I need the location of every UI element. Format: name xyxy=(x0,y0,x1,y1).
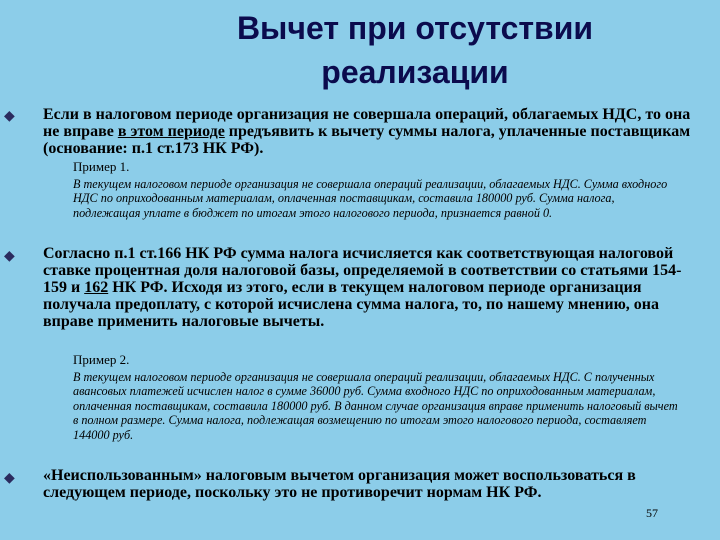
paragraph-2-text-b: НК РФ. Исходя из этого, если в текущем налоговом периоде организация получала предоплату, с которой исчислена сумма налога, то, по нашему мнению, она вправе применить налоговые вычеты. xyxy=(43,279,660,330)
title-line-1: Вычет при отсутствии xyxy=(236,10,594,46)
example-1-title: Пример 1. xyxy=(73,159,130,174)
slide-title xyxy=(180,6,650,94)
paragraph-2-underlined: 162 xyxy=(84,279,109,296)
title-line-2: реализации xyxy=(321,54,509,90)
paragraph-1-text-b: предъявить к вычету суммы налога, уплаченные поставщикам (основание: п.1 ст.173 НК РФ). xyxy=(43,123,691,157)
paragraph-1 xyxy=(43,106,693,157)
paragraph-3: «Неиспользованным» налоговым вычетом организация может воспользоваться в следующем периоде, поскольку это не противоречит нормам НК РФ. xyxy=(43,467,636,501)
example-1-text: В текущем налоговом периоде организация не совершала операций реализации, облагаемых НДС. Сумма входного НДС по оприходованным материалам, оплаченная поставщикам, составила 180000 руб. Сумма налога, подлежащая уплате в бюджет по итогам этого налогового периода, признается равной 0. xyxy=(73,177,668,220)
paragraph-2 xyxy=(43,245,693,330)
diamond-bullet-icon: ◆ xyxy=(4,471,15,486)
diamond-bullet-icon: ◆ xyxy=(4,109,15,124)
example-2-title: Пример 2. xyxy=(73,352,130,367)
diamond-bullet-icon: ◆ xyxy=(4,249,15,264)
example-2-text: В текущем налоговом периоде организация не совершала операций реализации, облагаемых НДС. С полученных авансовых платежей исчислен налог в сумме 36000 руб. Сумма входного НДС по оприходованным материалам, оплаченная поставщикам, составила 180000 руб. В данном случае организация вправе применить налоговый вычет в полном размере. Сумма налога, подлежащая возмещению по итогам этого налогового периода, составляет 144000 руб. xyxy=(73,370,678,442)
paragraph-2-text-a: Согласно п.1 ст.166 НК РФ сумма налога исчисляется как соответствующая налоговой ставке процентная доля налоговой базы, определяемой в соответствии со статьями 154-159 и xyxy=(43,245,682,296)
page-number: 57 xyxy=(646,506,658,520)
paragraph-1-text-a: Если в налоговом периоде организация не совершала операций, облагаемых НДС, то она не вправе xyxy=(43,106,691,140)
paragraph-1-underlined: в этом периоде xyxy=(117,123,225,140)
